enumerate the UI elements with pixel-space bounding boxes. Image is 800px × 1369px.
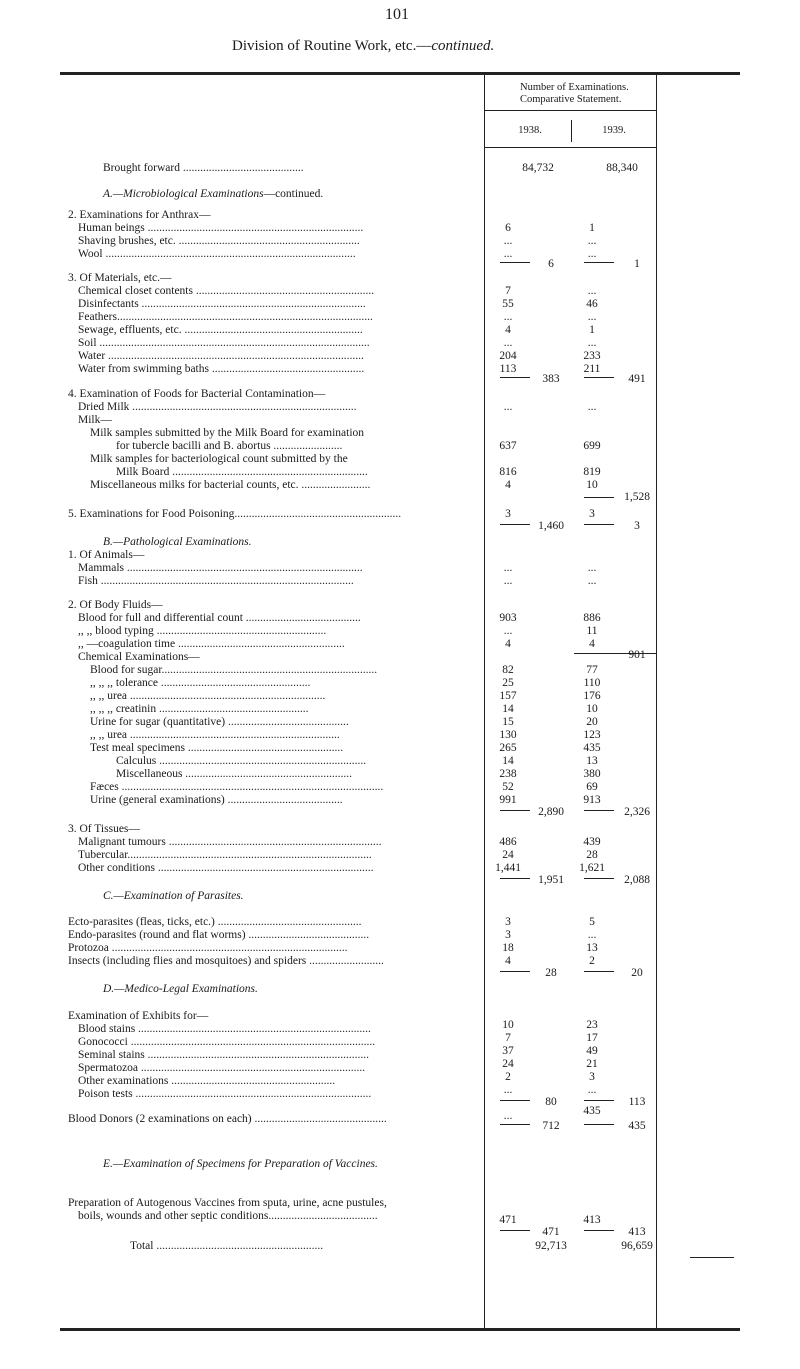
c-row-1939: ... <box>587 929 597 941</box>
a2-row-label: Human beings ........................................................................... <box>78 222 364 234</box>
a3-row-1938: 4 <box>505 324 511 336</box>
a4-milk-heading: Milk— <box>78 414 112 426</box>
b2-row-1938: ... <box>503 625 513 637</box>
e-label-line2: boils, wounds and other septic conditions...................................... <box>78 1210 378 1222</box>
a4-dried-milk-label: Dried Milk .............................................................................. <box>78 401 357 413</box>
a3-row-1939: ... <box>587 311 597 323</box>
b2-row-label: ,, ,, ,, tolerance .................................................... <box>90 677 311 689</box>
brought-forward-1939: 88,340 <box>606 162 638 174</box>
b3-row-1939: 28 <box>586 849 598 861</box>
a2-row-1938: 6 <box>505 222 511 234</box>
brought-forward-1938: 84,732 <box>522 162 554 174</box>
d-row-1938: ... <box>503 1084 513 1096</box>
b2-row-1938: 265 <box>499 742 517 754</box>
a4-milk-board-tb-line1: Milk samples submitted by the Milk Board for examination <box>90 427 365 439</box>
b2-heading: 2. Of Body Fluids— <box>68 599 163 611</box>
d-row-1939: 17 <box>586 1032 598 1044</box>
b2-row-label: Blood for full and differential count ........................................ <box>78 612 361 624</box>
top-rule <box>60 72 740 75</box>
blood-donors-total-1939: 435 <box>628 1120 646 1132</box>
a4-misc-milks-1938: 4 <box>505 479 511 491</box>
d-row-label: Seminal stains ............................................................................. <box>78 1049 370 1061</box>
b3-heading: 3. Of Tissues— <box>68 823 140 835</box>
c-row-1939: 5 <box>589 916 595 928</box>
d-row-label: Other examinations ......................................................... <box>78 1075 336 1087</box>
b2-row-1938: 4 <box>505 638 511 650</box>
a3-row-1939: ... <box>587 337 597 349</box>
e-1939: 413 <box>583 1214 601 1226</box>
a2-row-1939: ... <box>587 235 597 247</box>
d-row-1938: 37 <box>502 1045 514 1057</box>
b2-row-1938: 25 <box>502 677 514 689</box>
c-row-label: Endo-parasites (round and flat worms) .......................................... <box>68 929 370 941</box>
b1-row-1939: ... <box>587 562 597 574</box>
a5-total-1939: 3 <box>634 520 640 532</box>
a4-milk-count-line2: Milk Board .................................................................... <box>116 466 368 478</box>
section-c-heading: C.—Examination of Parasites. <box>103 890 244 902</box>
b3-row-1938: 1,441 <box>495 862 521 874</box>
c-total-1939: 20 <box>631 967 643 979</box>
a4-total-1939: 1,528 <box>624 491 650 503</box>
header-group-line1: Number of Examinations. <box>520 82 629 93</box>
section-e-heading: E.—Examination of Specimens for Preparation of Vaccines. <box>103 1158 378 1170</box>
grand-total-label: Total .......................................................... <box>130 1240 324 1252</box>
b2-row-1938: 14 <box>502 703 514 715</box>
a3-row-1939: 233 <box>583 350 601 362</box>
e-label-line1: Preparation of Autogenous Vaccines from sputa, urine, acne pustules, <box>68 1197 387 1209</box>
e-total-1938: 471 <box>542 1226 560 1238</box>
header-rule-2 <box>484 147 656 148</box>
a3-row-1938: 113 <box>499 363 517 375</box>
a3-row-label: Disinfectants .............................................................................. <box>78 298 366 310</box>
a4-misc-milks-1939: 10 <box>586 479 598 491</box>
a3-row-label: Water from swimming baths ..................................................... <box>78 363 365 375</box>
b2-row-1938: 15 <box>502 716 514 728</box>
a-total-1938: 1,460 <box>538 520 564 532</box>
b2-row-1939: 435 <box>583 742 601 754</box>
a3-heading: 3. Of Materials, etc.— <box>68 272 172 284</box>
c-row-label: Protozoa .................................................................................. <box>68 942 348 954</box>
a3-row-1939: 211 <box>583 363 601 375</box>
e-total-1939: 413 <box>628 1226 646 1238</box>
b3-row-label: Tubercular..................................................................................... <box>78 849 372 861</box>
section-b-heading: B.—Pathological Examinations. <box>103 536 252 548</box>
d-row-1939: 23 <box>586 1019 598 1031</box>
b2-row-1938: 52 <box>502 781 514 793</box>
b3-total-1939: 2,088 <box>624 874 650 886</box>
b2-row-1939: 110 <box>583 677 601 689</box>
b1-heading: 1. Of Animals— <box>68 549 145 561</box>
a3-row-1939: ... <box>587 285 597 297</box>
a3-row-label: Water ......................................................................................... <box>78 350 364 362</box>
a3-row-1938: ... <box>503 311 513 323</box>
b2-row-1938: 903 <box>499 612 517 624</box>
c-row-1939: 2 <box>589 955 595 967</box>
a3-row-1938: 204 <box>499 350 517 362</box>
b2-row-label: ,, ,, urea ......................................................................... <box>90 729 340 741</box>
bottom-rule <box>60 1328 740 1331</box>
a4-milk-board-tb-line2: for tubercle bacilli and B. abortus ........................ <box>116 440 343 452</box>
b1-row-1939: ... <box>587 575 597 587</box>
d-row-1938: 24 <box>502 1058 514 1070</box>
b2-row-1939: 77 <box>586 664 598 676</box>
d-heading: Examination of Exhibits for— <box>68 1010 209 1022</box>
header-group-line2: Comparative Statement. <box>520 94 622 105</box>
a2-row-1938: ... <box>503 235 513 247</box>
b2-row-1939: 886 <box>583 612 601 624</box>
b2-row-1939: 913 <box>583 794 601 806</box>
b2-row-label: Calculus ........................................................................ <box>116 755 367 767</box>
a3-total-1939: 491 <box>628 373 646 385</box>
a2-row-1939: 1 <box>589 222 595 234</box>
a3-row-label: Feathers......................................................................................... <box>78 311 373 323</box>
b3-total-1938: 1,951 <box>538 874 564 886</box>
a4-milk-board-tb-1938: 637 <box>499 440 517 452</box>
b2-row-1938: 14 <box>502 755 514 767</box>
b1-row-label: Fish ........................................................................................ <box>78 575 354 587</box>
b2-row-label: Blood for sugar........................................................................... <box>90 664 378 676</box>
b2-row-1938: 130 <box>499 729 517 741</box>
c-total-1938: 28 <box>545 967 557 979</box>
b2-row-1939: 11 <box>586 625 598 637</box>
b2-row-label: ,, ,, urea .................................................................... <box>90 690 326 702</box>
page-title-text: Division of Routine Work, etc.— <box>232 38 432 54</box>
b2-row-label: Fæces ........................................................................................... <box>90 781 384 793</box>
d-row-1939: 49 <box>586 1045 598 1057</box>
a3-total-1938: 383 <box>542 373 560 385</box>
a4-dried-milk-1938: ... <box>503 401 513 413</box>
d-total-1938: 80 <box>545 1096 557 1108</box>
b2-row-label: Miscellaneous .......................................................... <box>116 768 353 780</box>
b2-row-1938: 991 <box>499 794 517 806</box>
a4-milk-count-1939: 819 <box>583 466 601 478</box>
a5-1939: 3 <box>589 508 595 520</box>
brought-forward-label: Brought forward .......................................... <box>103 162 304 174</box>
c-row-1939: 13 <box>586 942 598 954</box>
a3-row-label: Sewage, effluents, etc. .............................................................. <box>78 324 363 336</box>
section-a-heading-italic: A.—Microbiological Examinations <box>103 188 264 200</box>
a2-row-label: Shaving brushes, etc. ............................................................... <box>78 235 360 247</box>
header-rule-1 <box>484 110 656 111</box>
c-row-1938: 18 <box>502 942 514 954</box>
d-row-1938: 10 <box>502 1019 514 1031</box>
b2-row-1939: 123 <box>583 729 601 741</box>
d-row-1939: 3 <box>589 1071 595 1083</box>
a3-row-label: Chemical closet contents .............................................................. <box>78 285 375 297</box>
section-a-heading-continued: —continued. <box>263 188 324 200</box>
a3-row-1939: 1 <box>589 324 595 336</box>
b-d-total-1938: 712 <box>542 1120 560 1132</box>
b2-row-1939: 20 <box>586 716 598 728</box>
b2-row-1939: 10 <box>586 703 598 715</box>
a4-milk-count-line1: Milk samples for bacteriological count submitted by the <box>90 453 348 465</box>
b2-total-1939: 2,326 <box>624 806 650 818</box>
b2-total-1938: 2,890 <box>538 806 564 818</box>
b1-row-1938: ... <box>503 562 513 574</box>
d-row-1939: ... <box>587 1084 597 1096</box>
a2-row-1939: ... <box>587 248 597 260</box>
a5-1938: 3 <box>505 508 511 520</box>
b3-row-label: Other conditions ........................................................................... <box>78 862 374 874</box>
b2-row-1939: 69 <box>586 781 598 793</box>
c-row-1938: 3 <box>505 929 511 941</box>
b3-row-label: Malignant tumours .......................................................................... <box>78 836 382 848</box>
b3-row-1939: 439 <box>583 836 601 848</box>
d-row-1938: 2 <box>505 1071 511 1083</box>
d-row-1938: 7 <box>505 1032 511 1044</box>
b2-row-1939: 13 <box>586 755 598 767</box>
b2-row-1939: 380 <box>583 768 601 780</box>
blood-donors-label: Blood Donors (2 examinations on each) .............................................. <box>68 1113 387 1125</box>
a4-heading: 4. Examination of Foods for Bacterial Contamination— <box>68 388 326 400</box>
b1-row-label: Mammals .................................................................................. <box>78 562 363 574</box>
b2-row-1939: 176 <box>583 690 601 702</box>
b2-row-label: Urine (general examinations) ........................................ <box>90 794 343 806</box>
c-row-1938: 4 <box>505 955 511 967</box>
c-row-label: Ecto-parasites (fleas, ticks, etc.) .................................................. <box>68 916 362 928</box>
section-a-heading <box>103 188 323 201</box>
d-row-1939: 21 <box>586 1058 598 1070</box>
b2-row-label: ,, ,, ,, creatinin .................................................... <box>90 703 309 715</box>
c-row-label: Insects (including flies and mosquitoes) and spiders .......................... <box>68 955 384 967</box>
a3-row-1939: 46 <box>586 298 598 310</box>
a2-total-1939: 1 <box>634 258 640 270</box>
a4-misc-milks-label: Miscellaneous milks for bacterial counts, etc. ........................ <box>90 479 371 491</box>
a3-row-1938: ... <box>503 337 513 349</box>
header-year-1939: 1939. <box>602 125 626 136</box>
c-row-1938: 3 <box>505 916 511 928</box>
a4-milk-board-tb-1939: 699 <box>583 440 601 452</box>
b2-row-label: Test meal specimens ...................................................... <box>90 742 344 754</box>
b3-row-1939: 1,621 <box>579 862 605 874</box>
grand-total-1939: 96,659 <box>621 1240 653 1252</box>
b2-row-1938: 157 <box>499 690 517 702</box>
a4-milk-count-1938: 816 <box>499 466 517 478</box>
b2-row-label: Chemical Examinations— <box>78 651 200 663</box>
year-divider <box>571 120 572 142</box>
page-title-continued: continued. <box>431 38 495 54</box>
b3-row-1938: 24 <box>502 849 514 861</box>
a3-row-1938: 55 <box>502 298 514 310</box>
d-row-label: Gonococci ..................................................................................... <box>78 1036 376 1048</box>
a3-row-label: Soil .............................................................................................. <box>78 337 370 349</box>
header-year-1938: 1938. <box>518 125 542 136</box>
b2-row-1938: 238 <box>499 768 517 780</box>
d-total-1939: 113 <box>628 1096 646 1108</box>
a3-row-1938: 7 <box>505 285 511 297</box>
a2-total-1938: 6 <box>548 258 554 270</box>
b2-row-1938: 82 <box>502 664 514 676</box>
e-1938: 471 <box>499 1214 517 1226</box>
a2-row-1938: ... <box>503 248 513 260</box>
a4-dried-milk-1939: ... <box>587 401 597 413</box>
section-d-heading: D.—Medico-Legal Examinations. <box>103 983 258 995</box>
a2-row-label: Wool ....................................................................................... <box>78 248 356 260</box>
b2-subtotal-1939: 901 <box>628 649 646 661</box>
d-row-label: Blood stains ................................................................................. <box>78 1023 371 1035</box>
b3-row-1938: 486 <box>499 836 517 848</box>
b2-row-label: ,, —coagulation time .......................................................... <box>78 638 345 650</box>
page-number: 101 <box>385 6 409 23</box>
d-row-label: Poison tests .................................................................................. <box>78 1088 372 1100</box>
blood-donors-1939: 435 <box>583 1105 601 1117</box>
page-title <box>232 40 494 53</box>
blood-donors-1938: ... <box>503 1110 513 1122</box>
a2-heading: 2. Examinations for Anthrax— <box>68 209 211 221</box>
b2-row-label: ,, ,, blood typing ........................................................... <box>78 625 327 637</box>
b2-row-label: Urine for sugar (quantitative) .......................................... <box>90 716 349 728</box>
d-row-label: Spermatozoa .............................................................................. <box>78 1062 366 1074</box>
a5-label: 5. Examinations for Food Poisoning.......................................................... <box>68 508 402 520</box>
grand-total-1938: 92,713 <box>535 1240 567 1252</box>
b2-row-1939: 4 <box>589 638 595 650</box>
total-underline <box>690 1257 734 1258</box>
b1-row-1938: ... <box>503 575 513 587</box>
